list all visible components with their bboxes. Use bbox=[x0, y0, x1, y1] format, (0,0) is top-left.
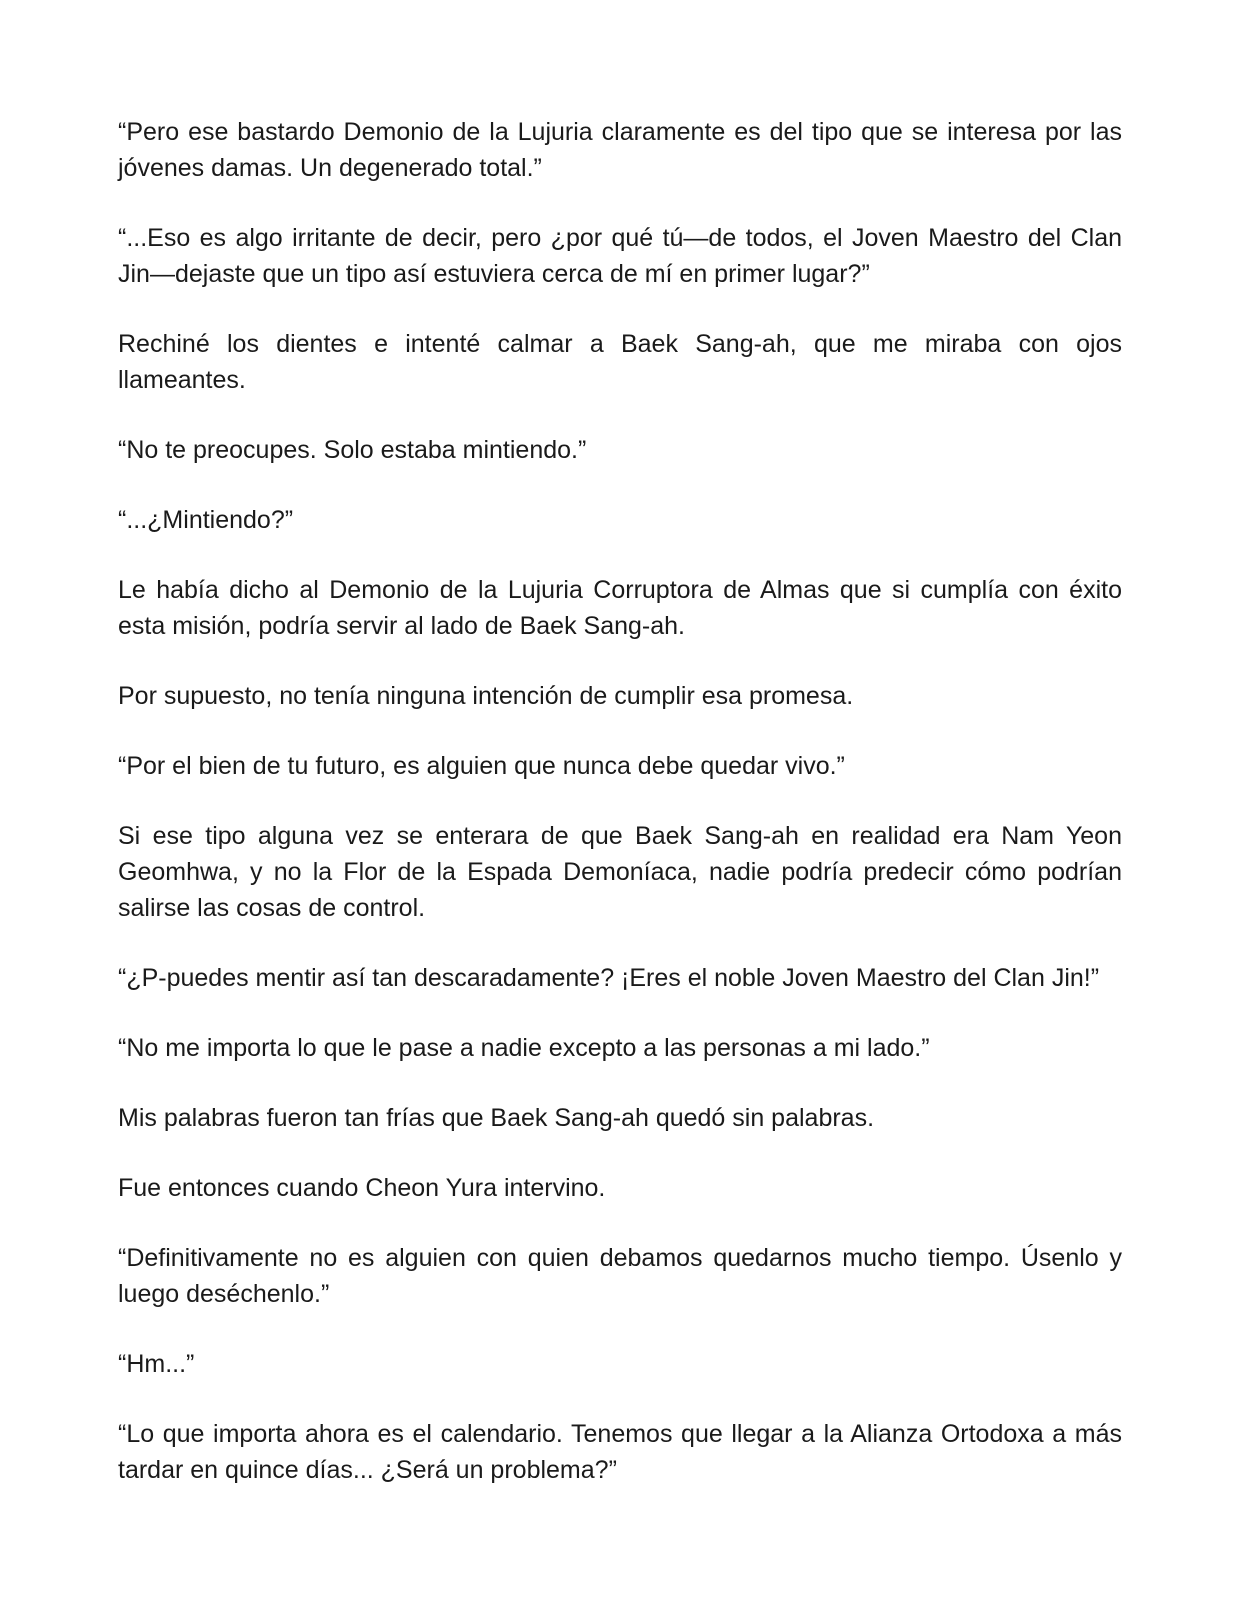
paragraph: “Por el bien de tu futuro, es alguien que nunca debe quedar vivo.” bbox=[118, 752, 845, 780]
paragraph: “Definitivamente no es alguien con quien debamos quedarnos mucho tiempo. Úsenlo y luego deséchenlo.” bbox=[118, 1244, 1122, 1308]
paragraph: “Hm...” bbox=[118, 1350, 195, 1378]
paragraph: “...¿Mintiendo?” bbox=[118, 506, 294, 534]
paragraph: “Pero ese bastardo Demonio de la Lujuria claramente es del tipo que se interesa por las jóvenes damas. Un degenerado total.” bbox=[118, 118, 1122, 182]
paragraph: Por supuesto, no tenía ninguna intención de cumplir esa promesa. bbox=[118, 682, 854, 710]
paragraph: Le había dicho al Demonio de la Lujuria Corruptora de Almas que si cumplía con éxito esta misión, podría servir al lado de Baek Sang-ah. bbox=[118, 576, 1122, 640]
paragraph: Mis palabras fueron tan frías que Baek Sang-ah quedó sin palabras. bbox=[118, 1104, 875, 1132]
paragraph: Fue entonces cuando Cheon Yura intervino. bbox=[118, 1174, 606, 1202]
document-page bbox=[118, 114, 1122, 1522]
paragraph: “...Eso es algo irritante de decir, pero ¿por qué tú—de todos, el Joven Maestro del Clan Jin—dejaste que un tipo así estuviera cerca de mí en primer lugar?” bbox=[118, 224, 1122, 288]
paragraph: “¿P-puedes mentir así tan descaradamente? ¡Eres el noble Joven Maestro del Clan Jin!” bbox=[118, 964, 1100, 992]
paragraph: “No me importa lo que le pase a nadie excepto a las personas a mi lado.” bbox=[118, 1034, 930, 1062]
paragraph: “No te preocupes. Solo estaba mintiendo.” bbox=[118, 436, 587, 464]
paragraph: Rechiné los dientes e intenté calmar a Baek Sang-ah, que me miraba con ojos llameantes. bbox=[118, 330, 1122, 394]
paragraph: Si ese tipo alguna vez se enterara de que Baek Sang-ah en realidad era Nam Yeon Geomhwa, y no la Flor de la Espada Demoníaca, nadie podría predecir cómo podrían salirse las cosas de control. bbox=[118, 822, 1122, 922]
paragraph: “Lo que importa ahora es el calendario. Tenemos que llegar a la Alianza Ortodoxa a más tardar en quince días... ¿Será un problema?” bbox=[118, 1420, 1122, 1484]
